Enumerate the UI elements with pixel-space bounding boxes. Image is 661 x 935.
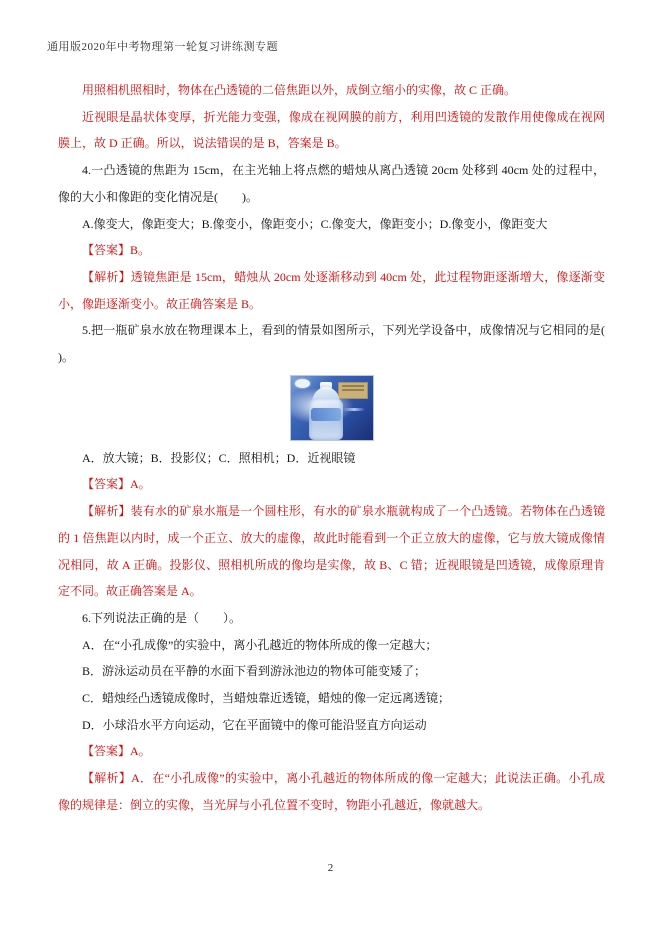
question-4-options: A.像变大，像距变大；B.像变小，像距变小；C.像变大，像距变小；D.像变小，像距变大 bbox=[82, 216, 548, 231]
question-6-option-c: C．蜡烛经凸透镜成像时，当蜡烛靠近透镜，蜡烛的像一定远离透镜； bbox=[82, 691, 451, 706]
question-5-figure bbox=[291, 376, 373, 440]
document-body bbox=[58, 77, 630, 819]
analysis-3-line-1: 用照相机照相时，物体在凸透镜的二倍焦距以外，成倒立缩小的实像，故 C 正确。 bbox=[82, 83, 517, 97]
question-4: 4.一凸透镜的焦距为 15cm，在主光轴上将点燃的蜡烛从离凸透镜 20cm 处移到 40cm 处的过程中，像的大小和像距的变化情况是( )。 bbox=[58, 163, 605, 204]
answer-6: 【答案】A。 bbox=[82, 744, 151, 759]
paragraph-block-before-figure bbox=[58, 77, 630, 371]
analysis-5: 【解析】装有水的矿泉水瓶是一个圆柱形，有水的矿泉水瓶就构成了一个凸透镜。若物体在凸透镜的 1 倍焦距以内时，成一个正立、放大的虚像，故此时能看到一个正立放大的虚像，它与放大镜成像情况相同，故 A 正确。投影仪、照相机所成的像均是实像，故 B、C 错；近视眼镜是凹透镜，成像原理肯定不同。故正确答案是 A。 bbox=[58, 504, 605, 599]
question-5: 5.把一瓶矿泉水放在物理课本上，看到的情景如图所示，下列光学设备中，成像情况与它相同的是( )。 bbox=[58, 323, 630, 365]
bottle-on-book-photo bbox=[291, 376, 373, 440]
paragraph-block-after-figure bbox=[58, 445, 605, 819]
question-6-option-a: A．在“小孔成像”的实验中，离小孔越近的物体所成的像一定越大； bbox=[82, 637, 438, 652]
bottle-label bbox=[311, 408, 341, 421]
document-header-title: 通用版2020年中考物理第一轮复习讲练测专题 bbox=[47, 41, 278, 53]
light-streak bbox=[343, 408, 365, 411]
analysis-3-line-2: 近视眼是晶状体变厚，折光能力变强，像成在视网膜的前方，利用凹透镜的发散作用使像成在视网膜上，故 D 正确。所以，说法错误的是 B，答案是 B。 bbox=[58, 109, 605, 151]
question-6-option-b: B．游泳运动员在平静的水面下看到游泳池边的物体可能变矮了； bbox=[82, 664, 427, 679]
water-bottle-shape bbox=[308, 382, 344, 440]
answer-4: 【答案】B。 bbox=[82, 243, 151, 258]
page-number: 2 bbox=[327, 862, 334, 874]
question-6-option-d: D．小球沿水平方向运动，它在平面镜中的像可能沿竖直方向运动 bbox=[82, 717, 427, 732]
analysis-6: 【解析】A．在“小孔成像”的实验中，离小孔越近的物体所成的像一定越大；此说法正确。小孔成像的规律是：倒立的实像，当光屏与小孔位置不变时，物距小孔越近，像就越大。 bbox=[58, 771, 605, 812]
question-5-options: A．放大镜；B．投影仪；C．照相机；D．近视眼镜 bbox=[82, 450, 356, 465]
question-6: 6.下列说法正确的是（ ）。 bbox=[82, 610, 242, 625]
answer-5: 【答案】A。 bbox=[82, 477, 151, 492]
analysis-4: 【解析】透镜焦距是 15cm，蜡烛从 20cm 处逐渐移动到 40cm 处，此过程物距逐渐增大，像逐渐变小，像距逐渐变小。故正确答案是 B。 bbox=[58, 269, 605, 311]
